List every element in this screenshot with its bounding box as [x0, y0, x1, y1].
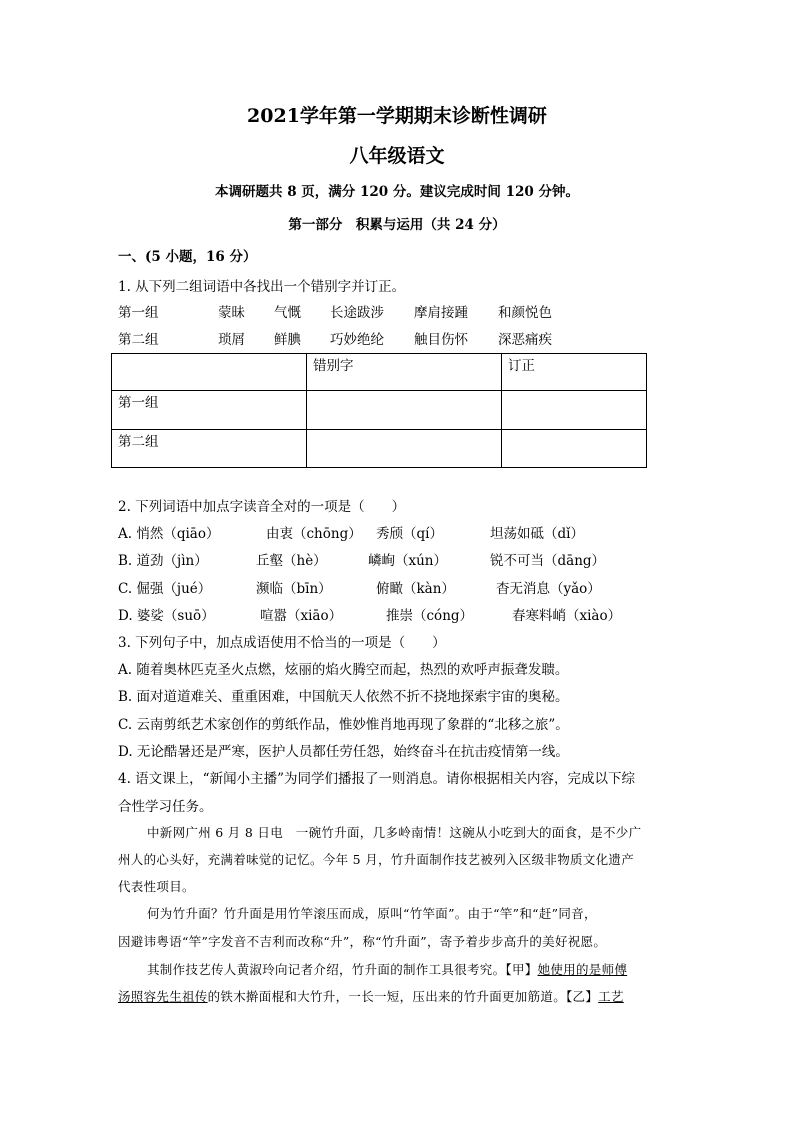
q4-stem-cont: 合性学习任务。	[118, 799, 213, 815]
q2-option-c-2: 濒临（bīn）	[256, 581, 332, 597]
news-line	[118, 987, 624, 1005]
answer-cell[interactable]	[502, 391, 647, 430]
table-header-cell	[112, 354, 307, 391]
section-heading: 一、(5 小题，16 分）	[118, 249, 257, 265]
answer-cell[interactable]	[307, 391, 502, 430]
q2-option-b-1: B. 道劲（jìn）	[118, 553, 208, 569]
table-header-cell: 订正	[502, 354, 647, 391]
group-label: 第一组	[118, 305, 159, 321]
word: 触目伤怀	[414, 332, 468, 348]
q3-stem: 3. 下列句子中，加点成语使用不恰当的一项是（ ）	[118, 635, 446, 651]
q2-stem: 2. 下列词语中加点字读音全对的一项是（ ）	[118, 499, 406, 515]
q2-option-c-3: 俯瞰（kàn）	[376, 581, 455, 597]
q3-option-b: B. 面对道道难关、重重困难，中国航天人依然不折不挠地探索宇宙的奥秘。	[118, 689, 569, 705]
group-label: 第二组	[118, 332, 159, 348]
q4-stem: 4. 语文课上，“新闻小主播”为同学们播报了一则消息。请你根据相关内容，完成以下综	[118, 771, 635, 787]
news-text: 的铁木擀面棍和大竹升，一长一短，压出来的竹升面更加筋道。【乙】	[207, 989, 599, 1004]
q2-option-a-4: 坦荡如砥（dǐ）	[490, 526, 584, 542]
word: 气慨	[274, 305, 301, 321]
word: 和颜悦色	[498, 305, 552, 321]
q3-option-d: D. 无论酷暑还是严寒，医护人员都任劳任怨，始终奋斗在抗击疫情第一线。	[118, 744, 569, 760]
news-line: 因避讳粤语“竿”字发音不吉利而改称“升”，称“竹升面”，寄予着步步高升的美好祝愿。	[118, 934, 607, 949]
answer-cell[interactable]	[502, 430, 647, 468]
q2-option-d-4: 春寒料峭（xiào）	[512, 608, 622, 624]
subject-title: 八年级语文	[349, 145, 445, 167]
news-line: 中新网广州 6 月 8 日电 一碗竹升面，几多岭南情！这碗从小吃到大的面食，是不少广	[147, 825, 642, 840]
word: 巧妙绝纶	[330, 332, 384, 348]
table-row-label: 第一组	[112, 391, 307, 430]
q2-option-c-1: C. 倔强（jué）	[118, 581, 212, 597]
q3-option-c: C. 云南剪纸艺术家创作的剪纸作品，惟妙惟肖地再现了象群的“北移之旅”。	[118, 717, 569, 733]
q2-option-b-4: 锐不可当（dāng）	[490, 553, 606, 569]
word: 蒙昧	[218, 305, 245, 321]
table-header-cell: 错别字	[307, 354, 502, 391]
news-text: 其制作技艺传人黄淑玲向记者介绍，竹升面的制作工具很考究。【甲】	[147, 962, 538, 977]
word: 长途跋涉	[330, 305, 384, 321]
news-line: 代表性项目。	[118, 879, 195, 894]
answer-table	[111, 353, 647, 468]
q2-option-c-4: 杳无消息（yǎo）	[496, 581, 601, 597]
word: 深恶痛疾	[498, 332, 552, 348]
q2-option-a-1: A. 悄然（qiāo）	[118, 526, 220, 542]
exam-title: 2021学年第一学期期末诊断性调研	[247, 105, 547, 127]
q2-option-a-3: 秀颀（qí）	[376, 526, 443, 542]
q2-option-d-1: D. 婆娑（suō）	[118, 608, 215, 624]
part-heading: 第一部分 积累与运用（共 24 分）	[288, 217, 506, 233]
q2-option-b-3: 嶙峋（xún）	[368, 553, 448, 569]
q2-option-d-2: 喧嚣（xiāo）	[260, 608, 343, 624]
underlined-sentence-jia-cont: 汤照容先生祖传	[118, 989, 208, 1004]
exam-notice: 本调研题共 8 页，满分 120 分。建议完成时间 120 分钟。	[215, 184, 579, 200]
word: 鲜腆	[274, 332, 301, 348]
underlined-sentence-yi: 工艺	[598, 989, 624, 1004]
underlined-sentence-jia: 她使用的是师傅	[537, 962, 628, 977]
word: 琐屑	[218, 332, 245, 348]
answer-cell[interactable]	[307, 430, 502, 468]
news-line: 何为竹升面？竹升面是用竹竿滚压而成，原叫“竹竿面”。由于“竿”和“赶”同音，	[147, 906, 597, 921]
q1-stem: 1. 从下列二组词语中各找出一个错别字并订正。	[118, 279, 406, 295]
news-line	[147, 960, 627, 978]
q2-option-a-2: 由衷（chōng）	[266, 526, 362, 542]
table-row-label: 第二组	[112, 430, 307, 468]
q2-option-d-3: 推崇（cóng）	[386, 608, 474, 624]
q3-option-a: A. 随着奥林匹克圣火点燃，炫丽的焰火腾空而起，热烈的欢呼声振聋发聩。	[118, 662, 569, 678]
q2-option-b-2: 丘壑（hè）	[256, 553, 327, 569]
word: 摩肩接踵	[414, 305, 468, 321]
news-line: 州人的心头好，充满着味觉的记忆。今年 5 月，竹升面制作技艺被列入区级非物质文化遗产	[118, 852, 635, 867]
